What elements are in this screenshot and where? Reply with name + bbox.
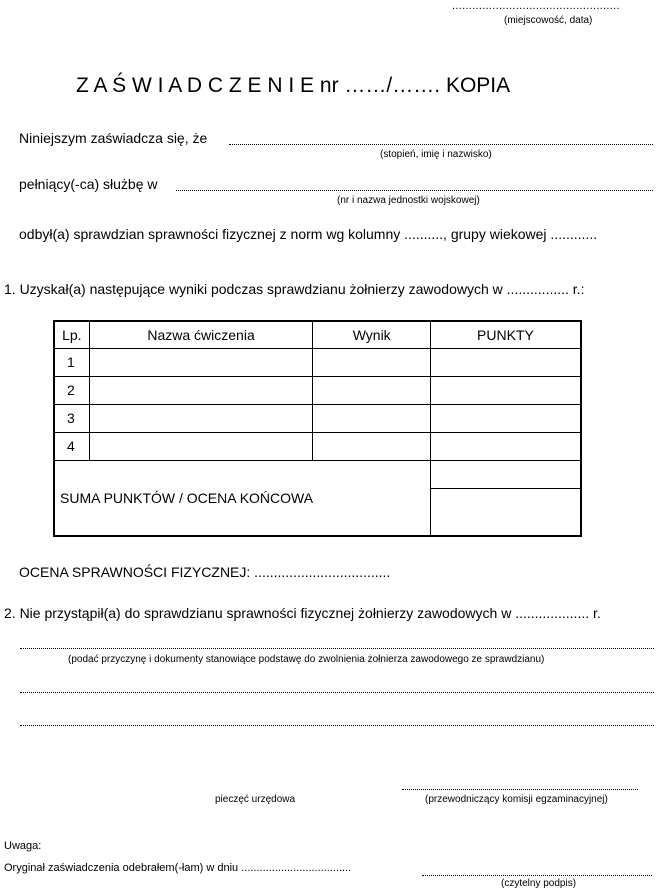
points-cell[interactable] [430, 404, 581, 432]
exercise-cell[interactable] [89, 432, 313, 460]
section2-hint: (podać przyczynę i dokumenty stanowiące podstawę do zwolnienia żołnierza zawodowego ze sprawdzianu) [68, 654, 545, 665]
row-number: 2 [54, 376, 89, 404]
header-result: Wynik [313, 321, 430, 348]
points-cell[interactable] [430, 348, 581, 376]
exercise-cell[interactable] [89, 376, 313, 404]
table-row [54, 404, 581, 432]
table-row [54, 348, 581, 376]
serving-label: pełniący(-ca) służbę w [19, 176, 158, 192]
reason-field-1[interactable] [20, 648, 654, 649]
serving-field[interactable] [176, 190, 653, 191]
stamp-label: pieczęć urzędowa [215, 794, 296, 805]
receipt-text: Oryginał zaświadczenia odebrałem(-łam) w dniu .................................... [4, 862, 352, 874]
table-row [54, 432, 581, 460]
receipt-signature-field[interactable] [422, 875, 652, 876]
exercise-cell[interactable] [89, 348, 313, 376]
test-line: odbył(a) sprawdzian sprawności fizycznej z norm wg kolumny .........., grupy wiekowej ............ [19, 226, 598, 242]
certify-label: Niniejszym zaświadcza się, że [19, 130, 208, 146]
reason-field-3[interactable] [20, 725, 654, 726]
row-number: 1 [54, 348, 89, 376]
result-cell[interactable] [313, 404, 430, 432]
signature-label: (czytelny podpis) [501, 878, 577, 889]
certify-field[interactable] [229, 144, 653, 145]
table-row [54, 376, 581, 404]
sum-row-top [54, 460, 581, 488]
points-cell[interactable] [430, 376, 581, 404]
header-points: PUNKTY [430, 321, 581, 348]
chair-label: (przewodniczący komisji egzaminacyjnej) [425, 794, 608, 805]
certify-hint: (stopień, imię i nazwisko) [380, 149, 492, 160]
place-date-label: (miejscowość, data) [504, 15, 593, 26]
points-cell[interactable] [430, 432, 581, 460]
header-exercise: Nazwa ćwiczenia [89, 321, 313, 348]
exercise-cell[interactable] [89, 404, 313, 432]
chair-signature-field[interactable] [402, 789, 638, 790]
final-grade-cell[interactable] [430, 488, 581, 536]
title-number: nr ……/……. [319, 74, 441, 97]
sum-label: SUMA PUNKTÓW / OCENA KOŃCOWA [54, 460, 430, 536]
note-label: Uwaga: [4, 840, 42, 852]
row-number: 4 [54, 432, 89, 460]
sum-points-cell[interactable] [430, 460, 581, 488]
serving-hint: (nr i nazwa jednostki wojskowej) [337, 195, 480, 206]
section1-text: 1. Uzyskał(a) następujące wyniki podczas sprawdzianu żołnierzy zawodowych w ................ r.: [4, 281, 585, 297]
result-cell[interactable] [313, 348, 430, 376]
row-number: 3 [54, 404, 89, 432]
section2-text: 2. Nie przystąpił(a) do sprawdzianu sprawności fizycznej żołnierzy zawodowych w ................... r. [4, 605, 601, 621]
title-copy: KOPIA [445, 74, 511, 97]
assessment-label: OCENA SPRAWNOŚCI FIZYCZNEJ: ................................... [19, 564, 391, 580]
document-title [76, 74, 510, 98]
result-cell[interactable] [313, 432, 430, 460]
title-word: Z A Ś W I A D C Z E N I E [76, 74, 315, 97]
results-table [53, 320, 582, 537]
result-cell[interactable] [313, 376, 430, 404]
table-header-row [54, 321, 581, 348]
reason-field-2[interactable] [20, 692, 654, 693]
header-lp: Lp. [54, 321, 89, 348]
place-date-dots: .................................................. [452, 0, 620, 12]
